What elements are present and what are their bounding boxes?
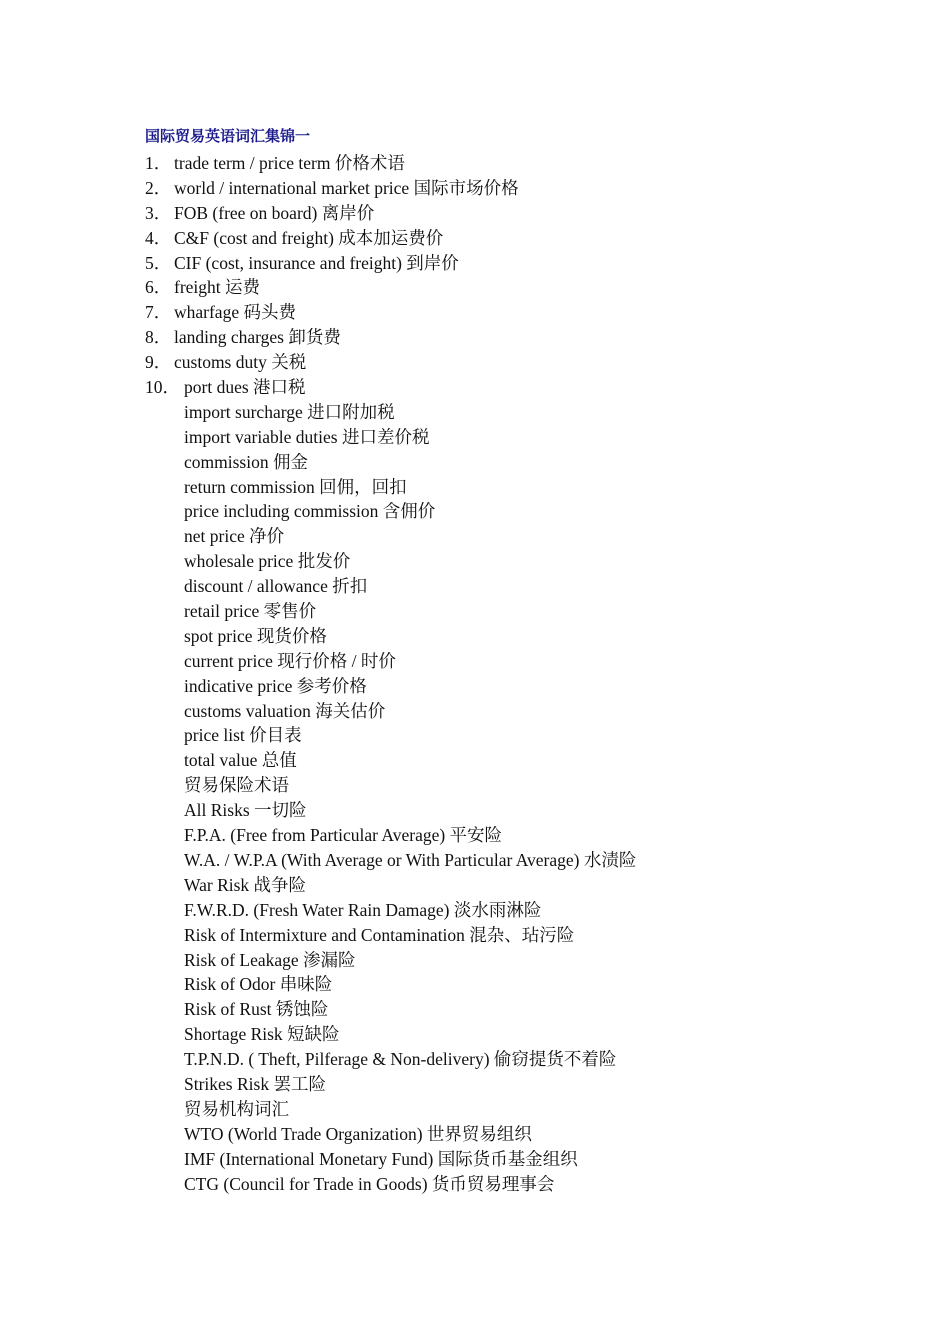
list-item bbox=[0, 549, 950, 574]
list-item bbox=[0, 151, 950, 176]
item-text: F.P.A. (Free from Particular Average) 平安险 bbox=[184, 825, 503, 846]
item-text: customs valuation 海关估价 bbox=[184, 700, 386, 721]
item-number: 4． bbox=[145, 227, 172, 248]
section-heading-text: 贸易保险术语 bbox=[184, 775, 289, 796]
list-item bbox=[0, 948, 950, 973]
item-text: wharfage 码头费 bbox=[174, 302, 296, 323]
item-text: F.W.R.D. (Fresh Water Rain Damage) 淡水雨淋险 bbox=[184, 899, 542, 920]
item-text: wholesale price 批发价 bbox=[184, 551, 351, 572]
list-item bbox=[0, 674, 950, 699]
item-number: 9． bbox=[145, 352, 172, 373]
item-number: 3． bbox=[145, 202, 172, 223]
item-text: landing charges 卸货费 bbox=[174, 327, 341, 348]
list-item bbox=[0, 400, 950, 425]
list-item bbox=[0, 524, 950, 549]
item-text: Shortage Risk 短缺险 bbox=[184, 1024, 340, 1045]
list-item bbox=[0, 898, 950, 923]
item-number: 10． bbox=[145, 377, 180, 398]
item-text: All Risks 一切险 bbox=[184, 800, 307, 821]
item-number: 6． bbox=[145, 277, 172, 298]
item-text: trade term / price term 价格术语 bbox=[174, 153, 405, 173]
list-item bbox=[0, 1172, 950, 1197]
list-item bbox=[0, 425, 950, 450]
item-text: Strikes Risk 罢工险 bbox=[184, 1073, 326, 1094]
item-text: price list 价目表 bbox=[184, 725, 302, 746]
list-item bbox=[0, 748, 950, 773]
list-item bbox=[0, 325, 950, 350]
list-item bbox=[0, 997, 950, 1022]
item-number: 7． bbox=[145, 302, 172, 323]
item-text: price including commission 含佣价 bbox=[184, 501, 436, 522]
item-text: W.A. / W.P.A (With Average or With Particular Average) 水渍险 bbox=[184, 849, 637, 870]
item-text: Risk of Odor 串味险 bbox=[184, 974, 333, 995]
item-text: total value 总值 bbox=[184, 750, 297, 771]
list-item bbox=[0, 848, 950, 873]
list-item bbox=[0, 176, 950, 201]
list-item bbox=[0, 923, 950, 948]
list-item bbox=[0, 350, 950, 375]
item-text: spot price 现货价格 bbox=[184, 625, 327, 646]
item-number: 8． bbox=[145, 327, 172, 348]
item-text: customs duty 关税 bbox=[174, 352, 307, 373]
list-item bbox=[0, 1147, 950, 1172]
item-text: FOB (free on board) 离岸价 bbox=[174, 202, 375, 223]
item-text: Risk of Intermixture and Contamination 混杂、玷污险 bbox=[184, 924, 575, 945]
list-item bbox=[0, 499, 950, 524]
list-item bbox=[0, 251, 950, 276]
item-number: 5． bbox=[145, 252, 172, 273]
item-text: CIF (cost, insurance and freight) 到岸价 bbox=[174, 252, 459, 273]
list-item bbox=[0, 475, 950, 500]
item-number: 1． bbox=[145, 153, 172, 173]
item-text: Risk of Rust 锈蚀险 bbox=[184, 999, 329, 1020]
document-title: 国际贸易英语词汇集锦一 bbox=[145, 127, 311, 145]
list-item bbox=[0, 1022, 950, 1047]
list-item bbox=[0, 201, 950, 226]
list-item bbox=[0, 798, 950, 823]
item-text: CTG (Council for Trade in Goods) 货币贸易理事会 bbox=[184, 1173, 555, 1194]
list-item bbox=[0, 723, 950, 748]
item-text: IMF (International Monetary Fund) 国际货币基金组织 bbox=[184, 1148, 578, 1169]
section-heading-text: 贸易机构词汇 bbox=[184, 1098, 289, 1119]
item-text: retail price 零售价 bbox=[184, 601, 317, 622]
list-item bbox=[0, 574, 950, 599]
list-item bbox=[0, 1122, 950, 1147]
item-text: port dues 港口税 bbox=[184, 377, 306, 398]
section-heading bbox=[0, 773, 950, 798]
section-heading bbox=[0, 1097, 950, 1122]
item-text: discount / allowance 折扣 bbox=[184, 576, 368, 597]
list-item bbox=[0, 1047, 950, 1072]
item-text: War Risk 战争险 bbox=[184, 874, 307, 895]
item-text: current price 现行价格 / 时价 bbox=[184, 650, 396, 671]
list-item bbox=[0, 823, 950, 848]
item-text: T.P.N.D. ( Theft, Pilferage & Non-delivery) 偷窃提货不着险 bbox=[184, 1049, 617, 1070]
item-text: net price 净价 bbox=[184, 526, 285, 547]
list-item bbox=[0, 300, 950, 325]
item-text: import variable duties 进口差价税 bbox=[184, 426, 430, 447]
item-text: Risk of Leakage 渗漏险 bbox=[184, 949, 356, 970]
list-item bbox=[0, 699, 950, 724]
item-text: freight 运费 bbox=[174, 277, 261, 298]
vocabulary-list bbox=[0, 151, 950, 1196]
item-text: import surcharge 进口附加税 bbox=[184, 401, 395, 422]
list-item bbox=[0, 873, 950, 898]
item-text: world / international market price 国际市场价格 bbox=[174, 177, 519, 198]
list-item bbox=[0, 649, 950, 674]
item-number: 2． bbox=[145, 177, 172, 198]
list-item bbox=[0, 275, 950, 300]
list-item bbox=[0, 1072, 950, 1097]
item-text: commission 佣金 bbox=[184, 451, 308, 472]
list-item bbox=[0, 226, 950, 251]
list-item bbox=[0, 450, 950, 475]
item-text: indicative price 参考价格 bbox=[184, 675, 367, 696]
item-text: return commission 回佣，回扣 bbox=[184, 476, 407, 497]
item-text: WTO (World Trade Organization) 世界贸易组织 bbox=[184, 1123, 532, 1144]
list-item bbox=[0, 375, 950, 400]
list-item bbox=[0, 599, 950, 624]
list-item bbox=[0, 624, 950, 649]
item-text: C&F (cost and freight) 成本加运费价 bbox=[174, 227, 444, 248]
list-item bbox=[0, 972, 950, 997]
